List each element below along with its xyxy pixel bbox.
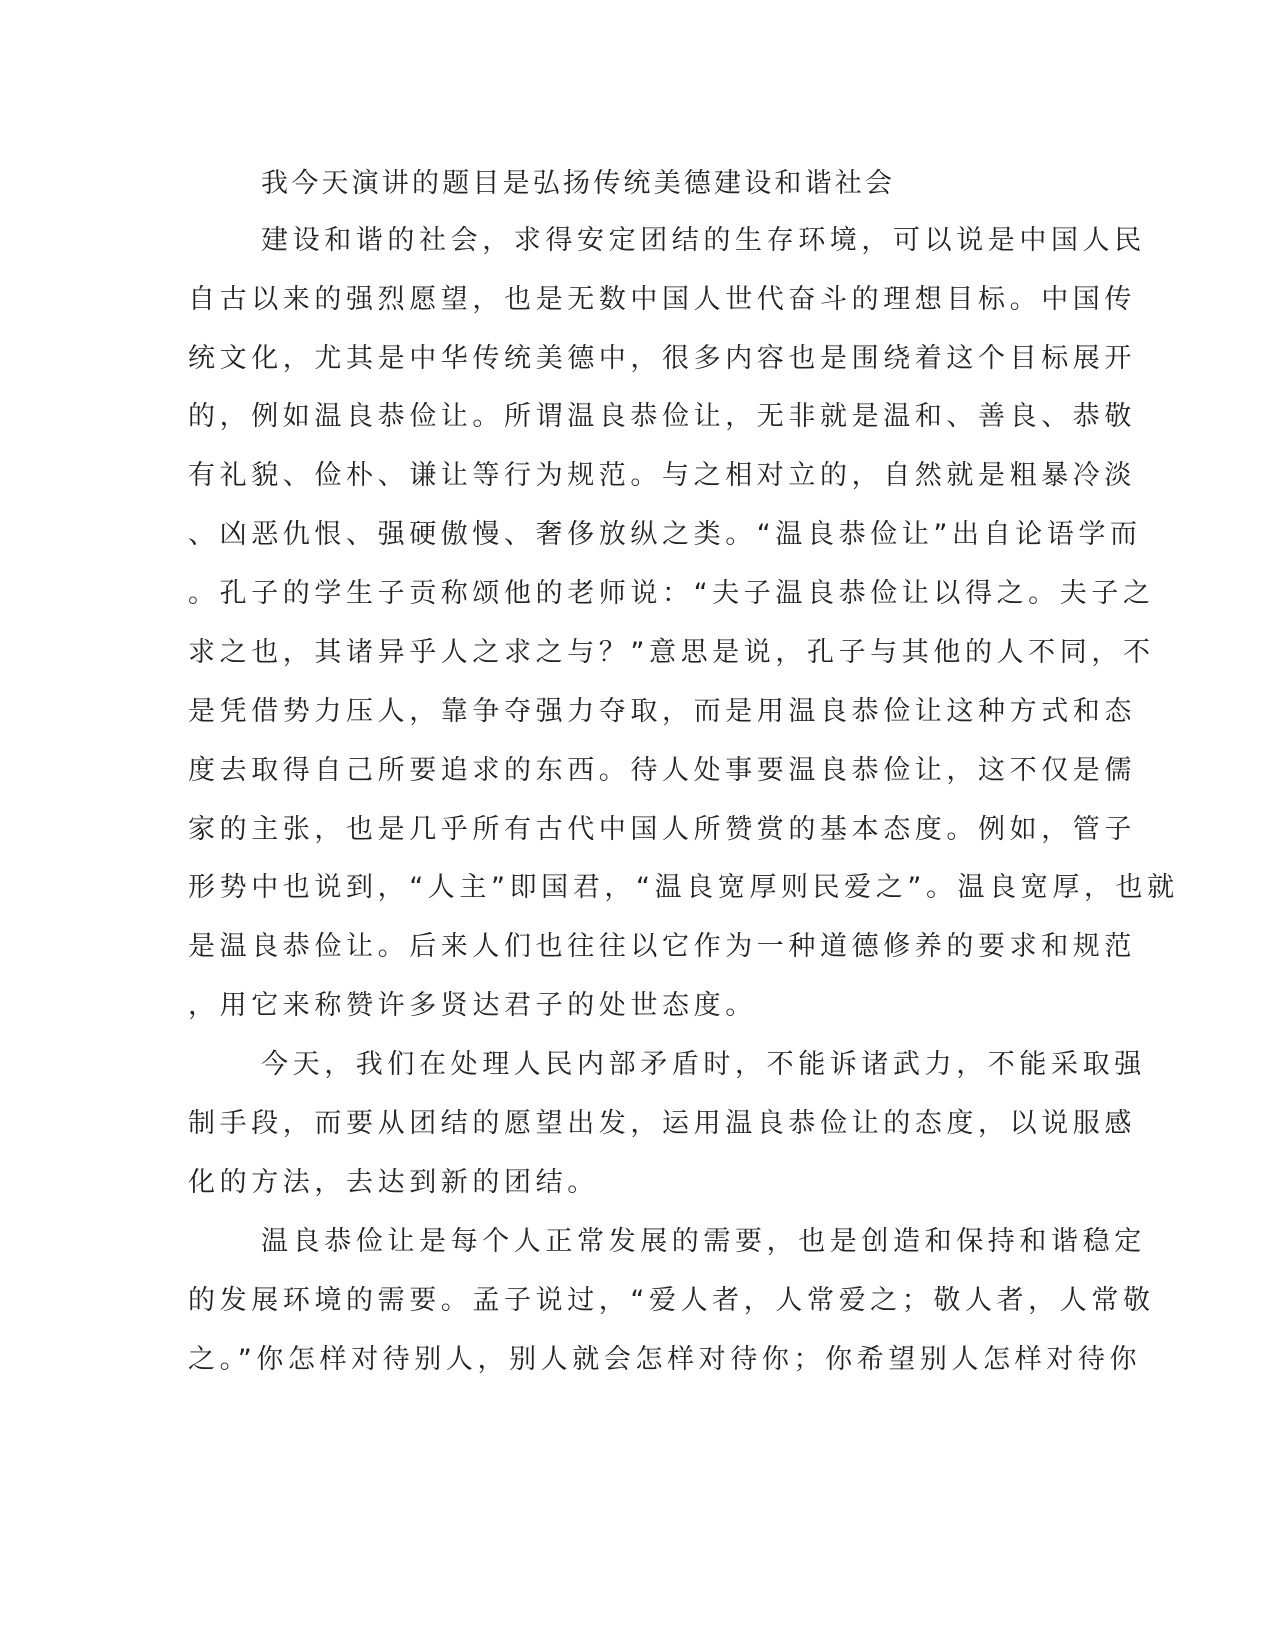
text-line: 度去取得自己所要追求的东西。待人处事要温良恭俭让，这不仅是儒	[188, 755, 1136, 786]
text-line: 温良恭俭让是每个人正常发展的需要，也是创造和保持和谐稳定	[261, 1226, 1146, 1257]
text-line: 今天，我们在处理人民内部矛盾时，不能诉诸武力，不能采取强	[261, 1049, 1146, 1080]
text-line: 的，例如温良恭俭让。所谓温良恭俭让，无非就是温和、善良、恭敬	[188, 401, 1136, 432]
text-line: 之。”你怎样对待别人，别人就会怎样对待你；你希望别人怎样对待你	[188, 1344, 1142, 1375]
text-line: 家的主张，也是几乎所有古代中国人所赞赏的基本态度。例如，管子	[188, 814, 1136, 845]
text-line: 统文化，尤其是中华传统美德中，很多内容也是围绕着这个目标展开	[188, 343, 1136, 374]
text-line: 是凭借势力压人，靠争夺强力夺取，而是用温良恭俭让这种方式和态	[188, 696, 1136, 727]
text-line: 有礼貌、俭朴、谦让等行为规范。与之相对立的，自然就是粗暴冷淡	[188, 460, 1136, 491]
text-line: 求之也，其诸异乎人之求之与？”意思是说，孔子与其他的人不同，不	[188, 637, 1155, 668]
text-line: 自古以来的强烈愿望，也是无数中国人世代奋斗的理想目标。中国传	[188, 284, 1136, 315]
text-line: 是温良恭俭让。后来人们也往往以它作为一种道德修养的要求和规范	[188, 931, 1136, 962]
speech-title: 我今天演讲的题目是弘扬传统美德建设和谐社会	[261, 168, 896, 199]
text-line: 的发展环境的需要。孟子说过，“爱人者，人常爱之；敬人者，人常敬	[188, 1285, 1155, 1316]
text-line: 化的方法，去达到新的团结。	[188, 1167, 599, 1198]
text-line: 形势中也说到，“人主”即国君，“温良宽厚则民爱之”。温良宽厚，也就	[188, 872, 1179, 903]
text-line: 、凶恶仇恨、强硬傲慢、奢侈放纵之类。“温良恭俭让”出自论语学而	[188, 519, 1142, 550]
text-line: ，用它来称赞许多贤达君子的处世态度。	[188, 990, 757, 1021]
text-line: 。孔子的学生子贡称颂他的老师说：“夫子温良恭俭让以得之。夫子之	[188, 578, 1155, 609]
text-line: 建设和谐的社会，求得安定团结的生存环境，可以说是中国人民	[261, 225, 1146, 256]
text-line: 制手段，而要从团结的愿望出发，运用温良恭俭让的态度，以说服感	[188, 1108, 1136, 1139]
